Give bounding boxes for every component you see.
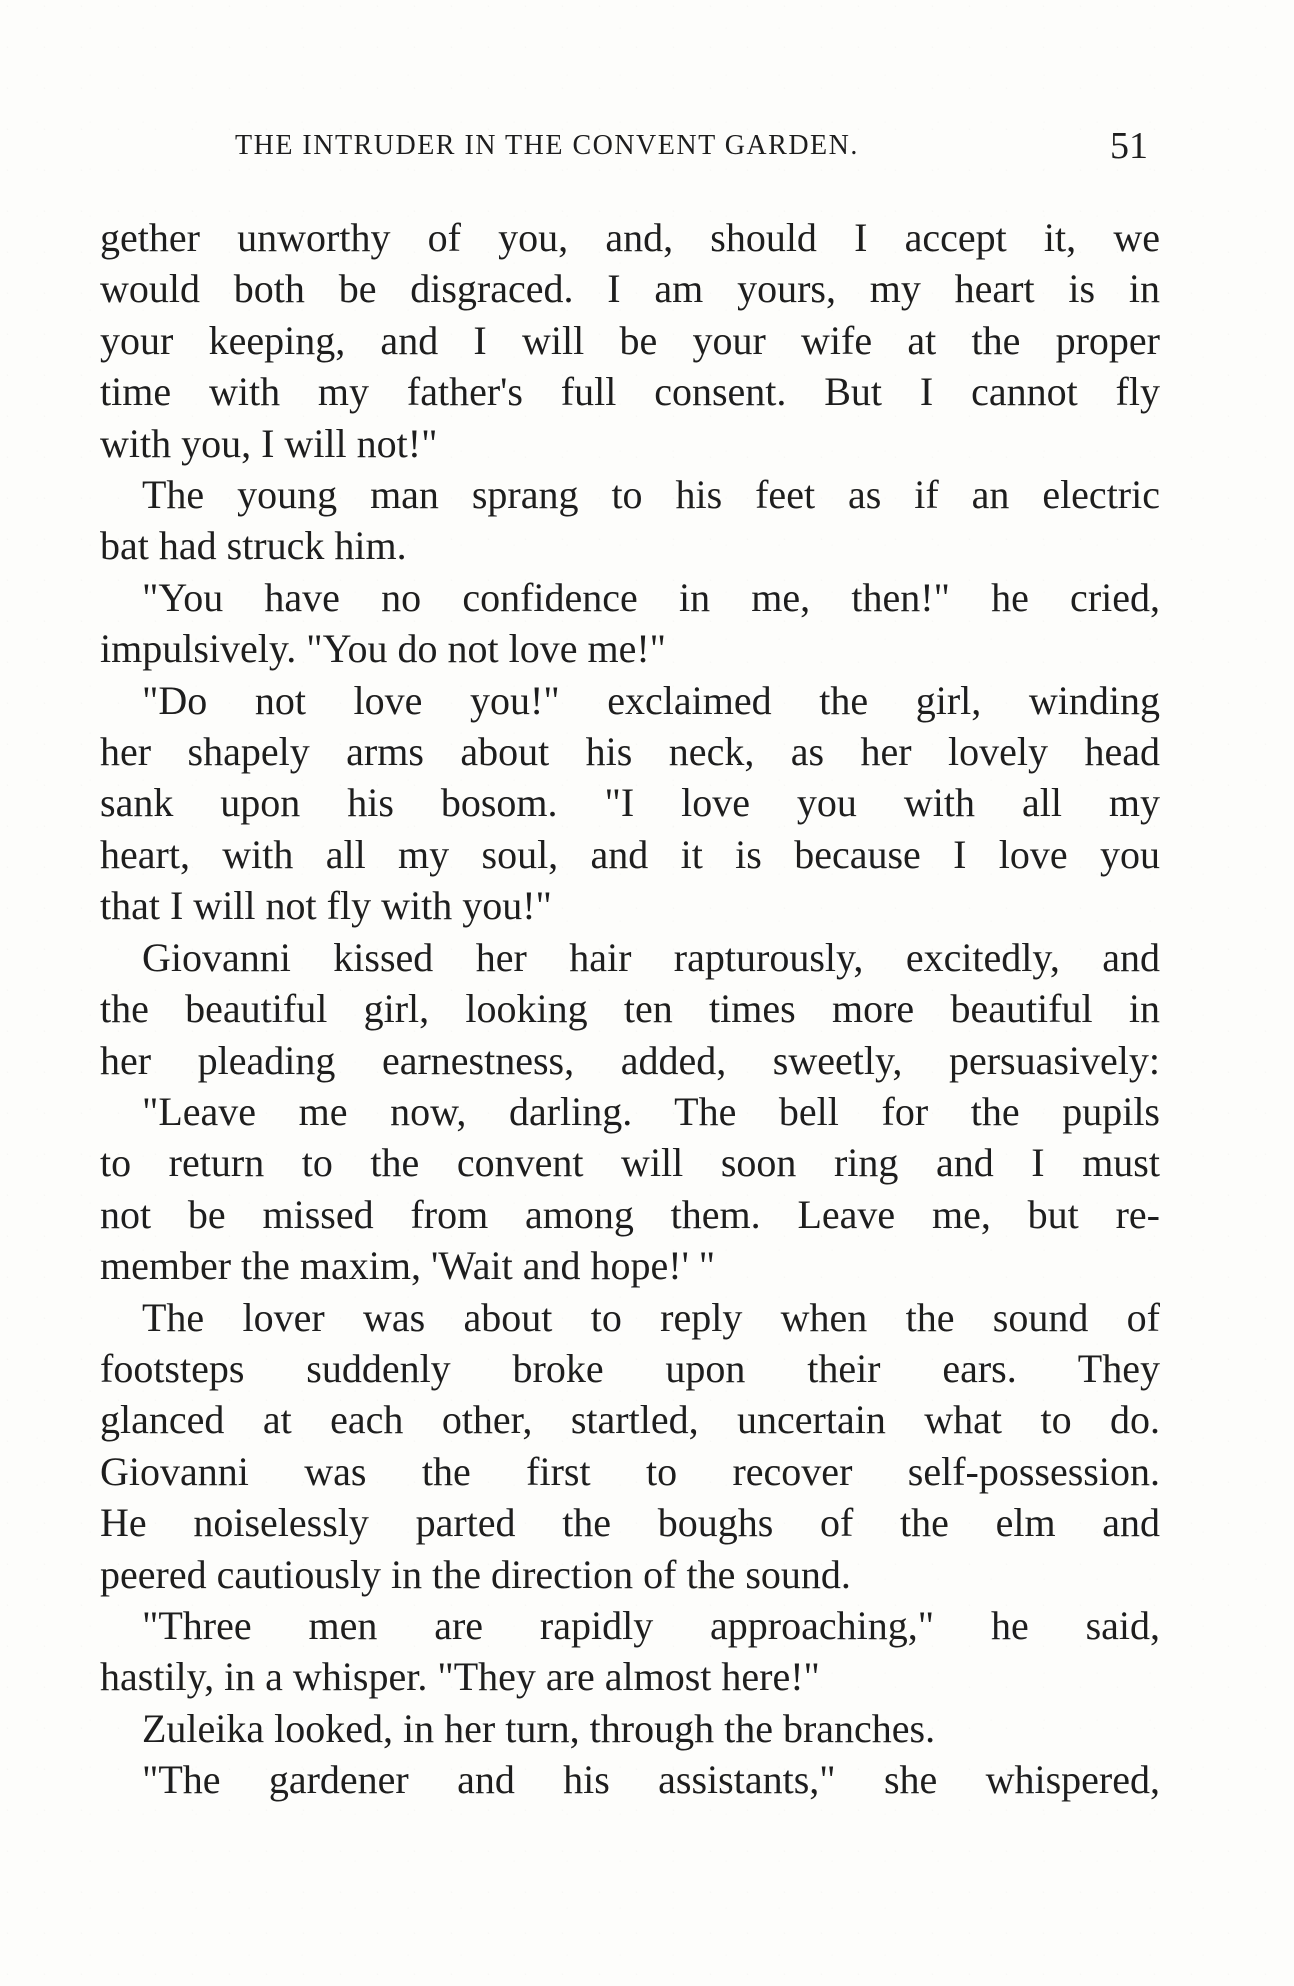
text-line: Giovanni was the first to recover self-possession. <box>100 1448 1160 1494</box>
paragraph-start-line: "Leave me now, darling. The bell for the pupils <box>142 1088 1160 1134</box>
text-line: footsteps suddenly broke upon their ears. They <box>100 1345 1160 1391</box>
text-line: with you, I will not!" <box>100 420 438 466</box>
text-line: bat had struck him. <box>100 523 407 569</box>
text-line: to return to the convent will soon ring and I must <box>100 1140 1160 1186</box>
text-line: glanced at each other, startled, uncertain what to do. <box>100 1397 1160 1443</box>
page-number: 51 <box>1110 125 1148 167</box>
paragraph-start-line: "Three men are rapidly approaching," he said, <box>142 1602 1160 1648</box>
paragraph-start-line: "You have no confidence in me, then!" he cried, <box>142 574 1160 620</box>
text-line: her shapely arms about his neck, as her lovely head <box>100 729 1160 775</box>
body-text <box>100 212 1160 1806</box>
text-line: sank upon his bosom. "I love you with all my <box>100 780 1160 826</box>
paragraph-start-line: "The gardener and his assistants," she whispered, <box>142 1757 1160 1803</box>
paragraph-start-line: The young man sprang to his feet as if an electric <box>142 472 1160 518</box>
text-line: impulsively. "You do not love me!" <box>100 626 666 672</box>
text-line: your keeping, and I will be your wife at the proper <box>100 317 1160 363</box>
text-line: member the maxim, 'Wait and hope!' " <box>100 1243 716 1289</box>
paragraph-start-line: Giovanni kissed her hair rapturously, excitedly, and <box>142 934 1160 980</box>
text-line: her pleading earnestness, added, sweetly, persuasively: <box>100 1037 1160 1083</box>
text-line: would both be disgraced. I am yours, my heart is in <box>100 266 1160 312</box>
text-line: that I will not fly with you!" <box>100 883 552 929</box>
text-line: gether unworthy of you, and, should I accept it, we <box>100 215 1160 260</box>
text-line: hastily, in a whisper. "They are almost here!" <box>100 1654 820 1700</box>
text-line: time with my father's full consent. But I cannot fly <box>100 369 1160 415</box>
text-line: peered cautiously in the direction of the sound. <box>100 1551 851 1597</box>
text-line: He noiselessly parted the boughs of the elm and <box>100 1500 1160 1546</box>
running-title: THE INTRUDER IN THE CONVENT GARDEN. <box>235 130 859 161</box>
text-line: not be missed from among them. Leave me, but re- <box>100 1191 1160 1237</box>
text-line: heart, with all my soul, and it is because I love you <box>100 831 1160 877</box>
paragraph-start-line: Zuleika looked, in her turn, through the branches. <box>142 1705 936 1751</box>
paragraph-start-line: The lover was about to reply when the sound of <box>142 1294 1160 1340</box>
paragraph-start-line: "Do not love you!" exclaimed the girl, winding <box>142 677 1160 723</box>
text-line: the beautiful girl, looking ten times more beautiful in <box>100 986 1160 1032</box>
